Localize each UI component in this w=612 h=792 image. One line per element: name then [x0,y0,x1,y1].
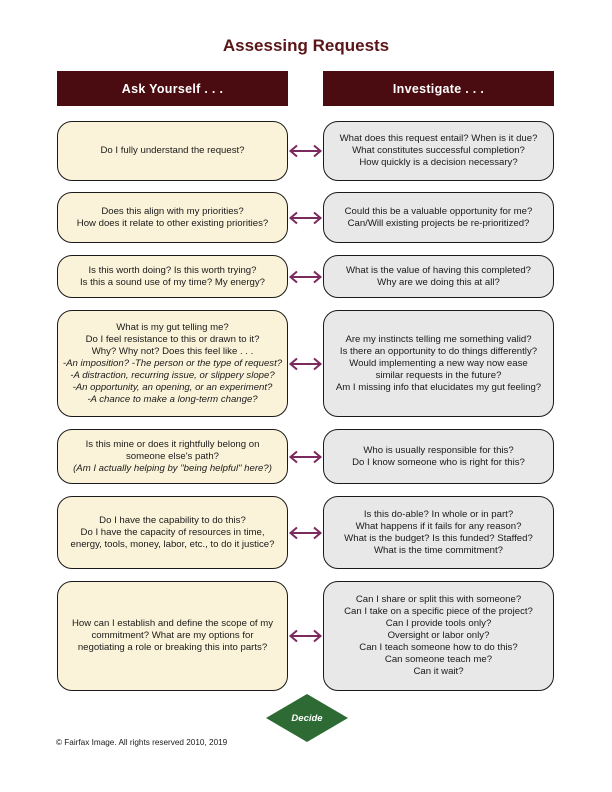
box-text-line: Is there an opportunity to do things differently? [339,345,538,357]
box-text-line: -An imposition? -The person or the type of request? [62,357,283,369]
investigate-box-3 [323,255,554,298]
investigate-box-5 [323,429,554,484]
double-arrow-icon [288,144,323,158]
investigate-box-7 [323,581,554,691]
box-text-line: Would implementing a new way now ease [349,357,528,369]
box-text-line: similar requests in the future? [375,369,502,381]
box-text-line: Is this worth doing? Is this worth trying? [88,264,257,276]
box-text-line: Can I take on a specific piece of the project? [344,606,533,617]
ask-box-1 [57,121,288,181]
double-arrow-icon [288,526,323,540]
box-text-line: someone else's path? [125,450,220,462]
investigate-header: Investigate . . . [323,71,554,106]
box-text-line: What constitutes successful completion? [352,145,525,156]
box-text-line: Do I have the capability to do this? [99,514,246,526]
box-text-line: How does it relate to other existing priorities? [76,217,269,229]
investigate-box-1 [323,121,554,181]
box-text-line: Can I share or split this with someone? [355,594,522,605]
box-text-line: What is the budget? Is this funded? Staffed? [344,532,533,544]
double-arrow-icon [288,450,323,464]
box-text-line: Can I teach someone how to do this? [359,642,518,653]
page-title: Assessing Requests [222,36,390,55]
double-arrow-icon [288,629,323,643]
box-text-line: How quickly is a decision necessary? [359,157,518,168]
box-text-line: Can I provide tools only? [385,618,492,629]
box-text-line: Is this do-able? In whole or in part? [363,508,514,520]
investigate-box-4 [323,310,554,417]
box-text-line: negotiating a role or breaking this into parts? [77,642,268,653]
box-text-line: -A distraction, recurring issue, or slippery slope? [70,369,275,381]
box-text-line: Are my instincts telling me something valid? [345,333,532,345]
double-arrow-icon [288,211,323,225]
box-text-line: (Am I actually helping by "being helpful" here?) [73,462,272,474]
box-text-line: Is this a sound use of my time? My energy? [79,276,266,288]
box-text-line: Do I know someone who is right for this? [352,456,525,468]
box-text-line: Why are we doing this at all? [377,276,500,288]
box-text-line: Can it wait? [413,666,464,677]
box-text-line: What is my gut telling me? [116,321,229,333]
ask-box-3 [57,255,288,298]
box-text-line: Oversight or labor only? [387,630,490,641]
box-text-line: Who is usually responsible for this? [363,444,514,456]
box-text-line: Do I feel resistance to this or drawn to it? [85,333,260,345]
double-arrow-icon [288,357,323,371]
box-text-line: commitment? What are my options for [91,630,254,641]
box-text-line: What is the value of having this completed? [345,264,532,276]
ask-box-2 [57,192,288,243]
box-text-line: Can someone teach me? [384,654,493,665]
investigate-box-2 [323,192,554,243]
box-text-line: energy, tools, money, labor, etc., to do it justice? [70,538,275,550]
box-text-line: Does this align with my priorities? [101,205,244,217]
ask-box-4 [57,310,288,417]
box-text-line: What happens if it fails for any reason? [355,520,522,532]
box-text-line: Am I missing info that elucidates my gut feeling? [335,381,542,393]
box-text-line: Is this mine or does it rightfully belong on [85,438,260,450]
box-text-line: Do I fully understand the request? [100,145,245,156]
box-text-line: How can I establish and define the scope of my [71,618,274,629]
double-arrow-icon [288,270,323,284]
box-text-line: -An opportunity, an opening, or an experiment? [72,381,273,393]
box-text-line: Do I have the capacity of resources in time, [80,526,265,538]
ask-box-6 [57,496,288,569]
box-text-line: What is the time commitment? [373,544,504,556]
investigate-box-6 [323,496,554,569]
box-text-line: What does this request entail? When is it due? [339,133,538,144]
decide-label: Decide [291,712,323,724]
box-text-line: Could this be a valuable opportunity for me? [344,205,533,217]
box-text-line: Why? Why not? Does this feel like . . . [91,345,254,357]
ask-box-7 [57,581,288,691]
copyright-footer: © Fairfax Image. All rights reserved 2010, 2019 [56,738,228,747]
ask-box-5 [57,429,288,484]
ask-yourself-header: Ask Yourself . . . [57,71,288,106]
box-text-line: Can/Will existing projects be re-prioritized? [347,217,530,229]
box-text-line: -A chance to make a long-term change? [87,393,258,405]
